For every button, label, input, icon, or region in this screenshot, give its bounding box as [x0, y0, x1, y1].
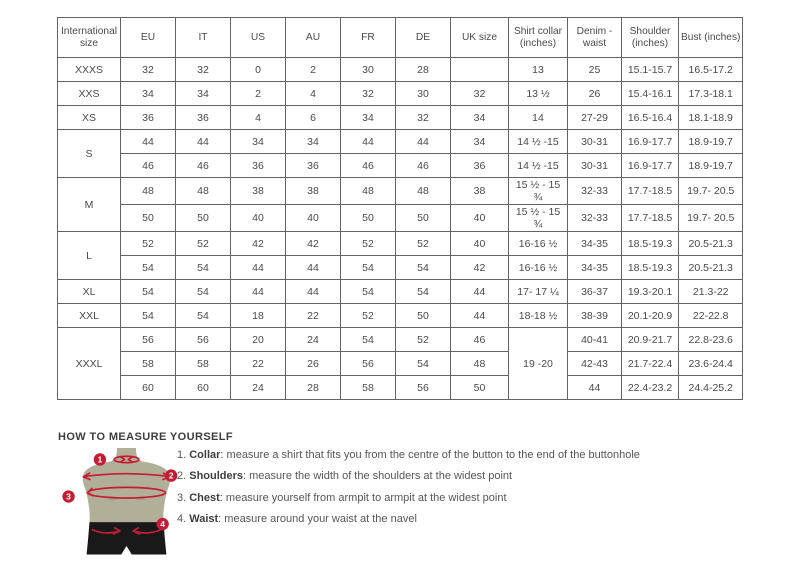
table-cell: 42 [231, 232, 286, 256]
table-cell: 36 [231, 154, 286, 178]
table-cell: 16-16 ½ [509, 256, 568, 280]
table-cell: 34 [451, 106, 509, 130]
table-cell: 44 [231, 256, 286, 280]
table-cell: 30-31 [568, 154, 622, 178]
table-cell: 20.1-20.9 [622, 304, 679, 328]
table-cell: 18.9-19.7 [679, 130, 743, 154]
table-row [58, 232, 743, 256]
table-cell: 28 [286, 376, 341, 400]
table-body [58, 58, 743, 400]
table-cell: 16.5-17.2 [679, 58, 743, 82]
table-cell: 42-43 [568, 352, 622, 376]
table-header-cell: Bust (inches) [679, 18, 743, 58]
table-cell: 40-41 [568, 328, 622, 352]
table-cell: 54 [176, 280, 231, 304]
table-cell: 54 [176, 304, 231, 328]
table-cell: 14 ½ -15 [509, 130, 568, 154]
table-cell: 34 [231, 130, 286, 154]
table-cell: 32 [121, 58, 176, 82]
table-cell: 36 [176, 106, 231, 130]
table-cell: 25 [568, 58, 622, 82]
table-cell: 38 [451, 178, 509, 205]
table-cell: 6 [286, 106, 341, 130]
table-row [58, 328, 743, 352]
table-cell: 19.3-20.1 [622, 280, 679, 304]
table-cell: 2 [286, 58, 341, 82]
table-cell: 50 [341, 205, 396, 232]
table-header-cell: Denim - waist [568, 18, 622, 58]
table-cell: S [58, 130, 121, 178]
table-cell: 48 [341, 178, 396, 205]
table-header-cell: FR [341, 18, 396, 58]
table-header-cell: Shoulder (inches) [622, 18, 679, 58]
table-row [58, 130, 743, 154]
table-cell: 48 [121, 178, 176, 205]
table-cell: 40 [231, 205, 286, 232]
table-cell: 15.4-16.1 [622, 82, 679, 106]
measure-list-item: 3. Chest: measure yourself from armpit to armpit at the widest point [177, 491, 507, 504]
table-cell: 50 [451, 376, 509, 400]
table-row [58, 178, 743, 205]
table-cell: 30-31 [568, 130, 622, 154]
table-cell: 54 [121, 256, 176, 280]
table-cell: 38 [286, 178, 341, 205]
table-cell: 34 [176, 82, 231, 106]
table-cell: 54 [121, 304, 176, 328]
table-cell: 48 [396, 178, 451, 205]
table-cell: 4 [231, 106, 286, 130]
table-cell: 54 [396, 280, 451, 304]
table-cell: 17.7-18.5 [622, 178, 679, 205]
table-header-cell: International size [58, 18, 121, 58]
table-header-cell: EU [121, 18, 176, 58]
shorts-silhouette [87, 522, 167, 554]
table-cell: 52 [396, 328, 451, 352]
table-cell: M [58, 178, 121, 232]
table-row [58, 376, 743, 400]
table-row [58, 106, 743, 130]
table-cell: 32 [341, 82, 396, 106]
table-cell: 26 [568, 82, 622, 106]
table-row [58, 82, 743, 106]
measurement-figure [60, 448, 193, 564]
table-cell: 22-22.8 [679, 304, 743, 328]
table-row [58, 256, 743, 280]
table-cell: XXXL [58, 328, 121, 400]
table-cell: XXXS [58, 58, 121, 82]
table-header-cell: US [231, 18, 286, 58]
table-header-cell: AU [286, 18, 341, 58]
table-cell: 20 [231, 328, 286, 352]
table-cell: 15 ½ - 15 ¾ [509, 205, 568, 232]
table-cell: 44 [121, 130, 176, 154]
table-cell: 52 [176, 232, 231, 256]
table-cell: 20.5-21.3 [679, 232, 743, 256]
table-cell: 44 [396, 130, 451, 154]
badge-2-number: 2 [168, 470, 174, 481]
table-cell: 32 [176, 58, 231, 82]
table-cell: 18 [231, 304, 286, 328]
table-cell: 54 [396, 352, 451, 376]
table-cell: 54 [176, 256, 231, 280]
table-cell: 13 ½ [509, 82, 568, 106]
table-cell: 19.7- 20.5 [679, 205, 743, 232]
table-cell: 0 [231, 58, 286, 82]
table-cell: 17- 17 ¼ [509, 280, 568, 304]
table-cell: 56 [121, 328, 176, 352]
table-cell: 40 [451, 232, 509, 256]
table-cell: 24 [231, 376, 286, 400]
table-cell: 18-18 ½ [509, 304, 568, 328]
table-row [58, 58, 743, 82]
table-cell: 32 [396, 106, 451, 130]
table-cell: XXL [58, 304, 121, 328]
table-cell: 30 [341, 58, 396, 82]
table-cell: L [58, 232, 121, 280]
table-row [58, 280, 743, 304]
table-cell: 23.6-24.4 [679, 352, 743, 376]
table-cell: 48 [176, 178, 231, 205]
table-cell: 38 [231, 178, 286, 205]
table-cell: 44 [286, 256, 341, 280]
table-cell: 44 [341, 130, 396, 154]
table-cell: 56 [396, 376, 451, 400]
table-cell: 54 [396, 256, 451, 280]
measure-list-item: 2. Shoulders: measure the width of the shoulders at the widest point [177, 470, 513, 483]
table-cell: 42 [286, 232, 341, 256]
table-cell: 34 [451, 130, 509, 154]
table-cell: 16.9-17.7 [622, 154, 679, 178]
table-cell: 34 [286, 130, 341, 154]
table-cell: 44 [231, 280, 286, 304]
table-cell: 18.1-18.9 [679, 106, 743, 130]
table-cell: 30 [396, 82, 451, 106]
table-cell: 18.9-19.7 [679, 154, 743, 178]
table-header-cell: Shirt collar (inches) [509, 18, 568, 58]
table-cell: 17.7-18.5 [622, 205, 679, 232]
table-cell: 52 [396, 232, 451, 256]
badge-1-number: 1 [97, 454, 103, 465]
table-cell: 42 [451, 256, 509, 280]
table-cell: 17.3-18.1 [679, 82, 743, 106]
table-cell: 58 [176, 352, 231, 376]
table-cell: 19 -20 [509, 328, 568, 400]
table-row [58, 352, 743, 376]
measure-list [177, 445, 640, 530]
table-cell: 44 [451, 280, 509, 304]
table-cell: 18.5-19.3 [622, 256, 679, 280]
table-head [58, 18, 743, 58]
table-cell: 54 [341, 256, 396, 280]
table-cell: 34 [341, 106, 396, 130]
table-cell: 40 [286, 205, 341, 232]
table-cell: 20.5-21.3 [679, 256, 743, 280]
table-cell: 15.1-15.7 [622, 58, 679, 82]
table-cell: 19.7- 20.5 [679, 178, 743, 205]
table-cell: 48 [451, 352, 509, 376]
table-cell [451, 58, 509, 82]
table-row [58, 304, 743, 328]
table-cell: 50 [396, 304, 451, 328]
table-cell: 50 [176, 205, 231, 232]
table-cell: 2 [231, 82, 286, 106]
table-cell: 22 [231, 352, 286, 376]
table-cell: 44 [286, 280, 341, 304]
table-cell: 56 [341, 352, 396, 376]
table-cell: XL [58, 280, 121, 304]
table-cell: 52 [121, 232, 176, 256]
table-cell: 36 [121, 106, 176, 130]
measure-section-title: HOW TO MEASURE YOURSELF [58, 431, 234, 443]
table-cell: 46 [451, 328, 509, 352]
badge-3-number: 3 [66, 491, 71, 502]
table-cell: 56 [176, 328, 231, 352]
table-cell: 22.8-23.6 [679, 328, 743, 352]
badge-4-number: 4 [160, 519, 165, 530]
table-cell: 20.9-21.7 [622, 328, 679, 352]
table-cell: 46 [396, 154, 451, 178]
table-cell: 21.3-22 [679, 280, 743, 304]
table-cell: 36 [286, 154, 341, 178]
table-cell: 34 [121, 82, 176, 106]
table-cell: 34-35 [568, 256, 622, 280]
table-cell: 58 [341, 376, 396, 400]
table-cell: 32 [451, 82, 509, 106]
table-cell: 16.9-17.7 [622, 130, 679, 154]
table-cell: 44 [568, 376, 622, 400]
table-cell: 24 [286, 328, 341, 352]
table-cell: 44 [176, 130, 231, 154]
table-cell: 14 [509, 106, 568, 130]
table-cell: 36 [451, 154, 509, 178]
table-cell: 27-29 [568, 106, 622, 130]
table-cell: 4 [286, 82, 341, 106]
table-cell: 18.5-19.3 [622, 232, 679, 256]
table-header-cell: UK size [451, 18, 509, 58]
table-cell: XS [58, 106, 121, 130]
table-header-cell: IT [176, 18, 231, 58]
table-cell: 52 [341, 304, 396, 328]
table-cell: 50 [396, 205, 451, 232]
table-cell: 44 [451, 304, 509, 328]
table-cell: 54 [341, 280, 396, 304]
table-row [58, 154, 743, 178]
table-cell: 26 [286, 352, 341, 376]
table-cell: 58 [121, 352, 176, 376]
table-cell: 32-33 [568, 178, 622, 205]
table-cell: 38-39 [568, 304, 622, 328]
size-chart-table [57, 17, 743, 400]
table-cell: 40 [451, 205, 509, 232]
table-cell: 46 [121, 154, 176, 178]
table-cell: 54 [121, 280, 176, 304]
table-cell: 60 [176, 376, 231, 400]
table-cell: 32-33 [568, 205, 622, 232]
table-cell: 24.4-25.2 [679, 376, 743, 400]
table-cell: 13 [509, 58, 568, 82]
table-cell: XXS [58, 82, 121, 106]
table-cell: 22 [286, 304, 341, 328]
table-cell: 28 [396, 58, 451, 82]
table-header-cell: DE [396, 18, 451, 58]
table-cell: 54 [341, 328, 396, 352]
table-cell: 14 ½ -15 [509, 154, 568, 178]
table-cell: 52 [341, 232, 396, 256]
table-cell: 22.4-23.2 [622, 376, 679, 400]
table-cell: 60 [121, 376, 176, 400]
table-row [58, 205, 743, 232]
table-cell: 16.5-16.4 [622, 106, 679, 130]
table-cell: 15 ½ - 15 ¾ [509, 178, 568, 205]
table-cell: 50 [121, 205, 176, 232]
measure-list-item: 4. Waist: measure around your waist at the navel [177, 512, 417, 525]
table-cell: 16-16 ½ [509, 232, 568, 256]
table-cell: 36-37 [568, 280, 622, 304]
table-cell: 46 [176, 154, 231, 178]
table-cell: 46 [341, 154, 396, 178]
measure-list-item: 1. Collar: measure a shirt that fits you from the centre of the button to the end of the buttonhole [177, 449, 640, 461]
table-cell: 21.7-22.4 [622, 352, 679, 376]
table-cell: 34-35 [568, 232, 622, 256]
